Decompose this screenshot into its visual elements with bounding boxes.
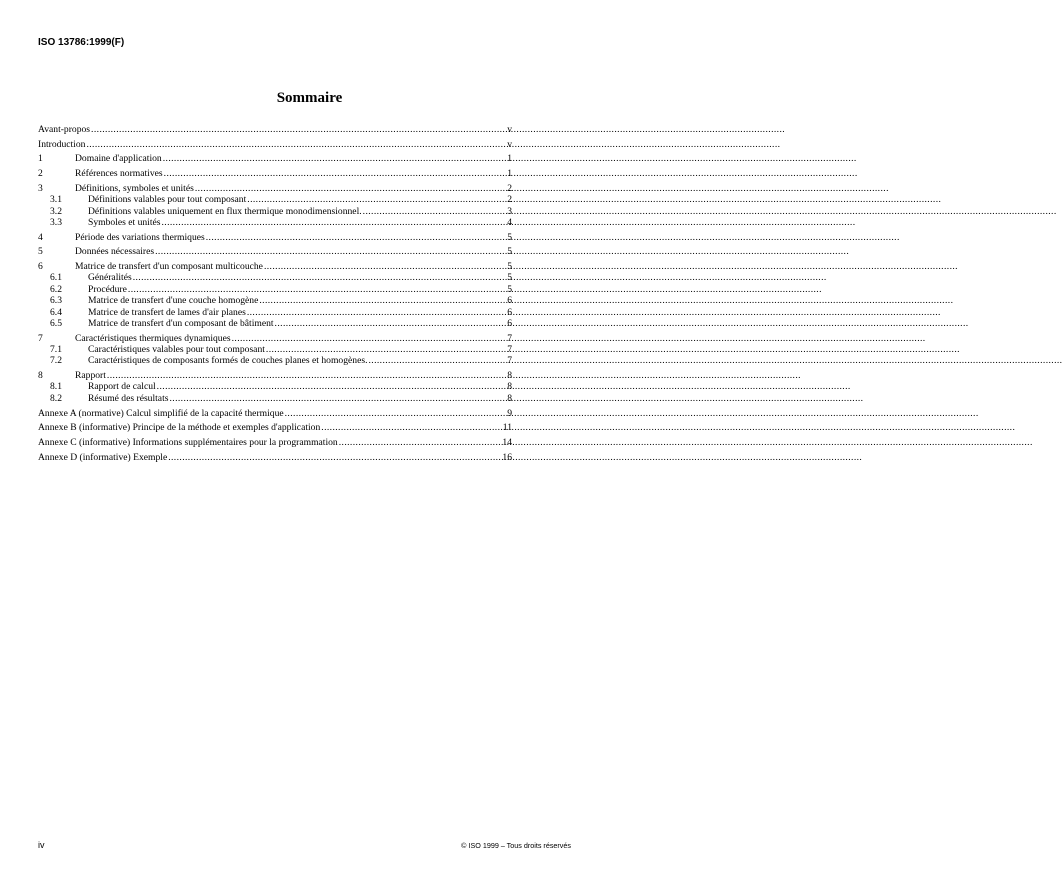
toc-entry-number: 3 <box>38 182 43 194</box>
toc-entry[interactable] <box>38 194 512 205</box>
toc-dot-leader <box>128 284 505 295</box>
toc-dot-leader <box>91 124 505 135</box>
toc-entry-page: 6 <box>507 295 512 307</box>
toc-entry-title: Matrice de transfert d'un composant de bâtiment <box>88 317 274 329</box>
toc-entry-title: Définitions valables uniquement en flux thermique monodimensionnel. <box>88 205 362 217</box>
toc-entry[interactable] <box>38 381 512 392</box>
toc-entry-title: Introduction <box>38 138 86 150</box>
toc-entry-title: Données nécessaires <box>75 246 155 258</box>
toc-entry-number: 6.3 <box>50 295 62 307</box>
toc-entry-page: 7 <box>507 355 512 367</box>
toc-entry-number: 7.2 <box>50 355 62 367</box>
toc-entry-title: Définitions, symboles et unités <box>75 182 194 194</box>
toc-entry-page: 5 <box>507 272 512 284</box>
toc-entry[interactable] <box>38 295 512 306</box>
toc-entry-page: 6 <box>507 317 512 329</box>
toc-dot-leader <box>169 393 505 404</box>
toc-entry-page: 16 <box>502 451 512 463</box>
toc-dot-leader <box>363 206 505 217</box>
toc-entry[interactable] <box>38 168 512 179</box>
toc-entry-number: 3.2 <box>50 205 62 217</box>
toc-dot-leader <box>232 333 505 344</box>
page-title: Sommaire <box>276 90 343 106</box>
toc-entry-title: Caractéristiques valables pour tout composant <box>88 344 265 356</box>
toc-entry-number: 6.1 <box>50 272 62 284</box>
toc-entry[interactable] <box>38 370 512 381</box>
toc-entry[interactable] <box>38 344 512 355</box>
toc-entry-number: 3.3 <box>50 216 62 228</box>
page-number: iv <box>38 840 45 850</box>
toc-entry[interactable] <box>38 437 512 448</box>
toc-entry-number: 2 <box>38 168 43 180</box>
toc-entry-page: 6 <box>507 306 512 318</box>
toc-entry-title: Annexe B (informative) Principe de la méthode et exemples d'application <box>38 422 321 434</box>
toc-entry-page: 14 <box>502 436 512 448</box>
toc-entry[interactable] <box>38 206 512 217</box>
toc-entry-title: Généralités <box>88 272 132 284</box>
toc-entry-page: 5 <box>507 231 512 243</box>
toc-entry[interactable] <box>38 272 512 283</box>
toc-entry[interactable] <box>38 452 512 463</box>
toc-entry[interactable] <box>38 261 512 272</box>
toc-entry-number: 6.5 <box>50 317 62 329</box>
toc-entry-title: Rapport de calcul <box>88 381 156 393</box>
toc-dot-leader <box>157 381 505 392</box>
toc-entry-title: Définitions valables pour tout composant <box>88 194 247 206</box>
toc-entry[interactable] <box>38 217 512 228</box>
toc-entry-title: Procédure <box>88 283 127 295</box>
toc-entry-title: Annexe D (informative) Exemple <box>38 451 168 463</box>
toc-dot-leader <box>168 452 501 463</box>
toc-entry[interactable] <box>38 307 512 318</box>
toc-dot-leader <box>161 217 505 228</box>
toc-entry[interactable] <box>38 124 512 135</box>
toc-dot-leader <box>163 153 505 164</box>
table-of-contents <box>38 124 512 463</box>
toc-entry-number: 8 <box>38 370 43 382</box>
toc-dot-leader <box>247 194 505 205</box>
toc-entry-title: Résumé des résultats <box>88 392 169 404</box>
toc-entry[interactable] <box>38 139 512 150</box>
toc-entry[interactable] <box>38 408 512 419</box>
toc-entry-number: 6.2 <box>50 283 62 295</box>
copyright-notice: © ISO 1999 – Tous droits réservés <box>461 841 571 850</box>
toc-dot-leader <box>264 261 505 272</box>
toc-entry-title: Symboles et unités <box>88 216 161 228</box>
toc-entry-title: Matrice de transfert d'une couche homogène <box>88 295 259 307</box>
toc-dot-leader <box>206 232 505 243</box>
toc-entry-page: 2 <box>507 194 512 206</box>
toc-entry[interactable] <box>38 183 512 194</box>
toc-entry-number: 7 <box>38 332 43 344</box>
toc-entry-number: 8.2 <box>50 392 62 404</box>
toc-entry-title: Matrice de transfert d'un composant multicouche <box>75 260 263 272</box>
toc-entry[interactable] <box>38 284 512 295</box>
toc-entry-title: Annexe A (normative) Calcul simplifié de la capacité thermique <box>38 407 284 419</box>
toc-entry-page: v <box>507 124 512 135</box>
document-id: ISO 13786:1999(F) <box>38 37 125 48</box>
toc-entry[interactable] <box>38 393 512 404</box>
toc-dot-leader <box>259 295 505 306</box>
toc-entry-page: 7 <box>507 344 512 356</box>
toc-entry-number: 5 <box>38 246 43 258</box>
toc-entry[interactable] <box>38 333 512 344</box>
toc-dot-leader <box>266 344 505 355</box>
toc-entry-page: v <box>507 138 512 150</box>
toc-entry[interactable] <box>38 153 512 164</box>
toc-entry-title: Références normatives <box>75 168 163 180</box>
toc-entry-number: 7.1 <box>50 344 62 356</box>
toc-entry-page: 8 <box>507 381 512 393</box>
toc-dot-leader <box>247 307 505 318</box>
toc-dot-leader <box>285 408 505 419</box>
toc-dot-leader <box>133 272 505 283</box>
toc-entry-title: Domaine d'application <box>75 153 162 165</box>
toc-entry[interactable] <box>38 246 512 257</box>
toc-dot-leader <box>86 139 505 150</box>
toc-entry-title: Annexe C (informative) Informations supplémentaires pour la programmation <box>38 436 338 448</box>
toc-dot-leader <box>321 422 501 433</box>
toc-entry-number: 8.1 <box>50 381 62 393</box>
toc-dot-leader <box>339 437 502 448</box>
toc-entry-page: 11 <box>502 422 512 434</box>
toc-entry-title: Rapport <box>75 370 106 382</box>
toc-entry[interactable] <box>38 318 512 329</box>
toc-entry-title: Matrice de transfert de lames d'air planes <box>88 306 246 318</box>
toc-entry[interactable] <box>38 422 512 433</box>
toc-entry-number: 6.4 <box>50 306 62 318</box>
toc-entry-title: Caractéristiques thermiques dynamiques <box>75 332 231 344</box>
toc-dot-leader <box>195 183 505 194</box>
toc-dot-leader <box>107 370 505 381</box>
toc-entry-number: 3.1 <box>50 194 62 206</box>
toc-dot-leader <box>368 355 505 366</box>
toc-dot-leader <box>155 246 505 257</box>
toc-entry-page: 5 <box>507 283 512 295</box>
toc-entry-page: 3 <box>507 205 512 217</box>
toc-entry[interactable] <box>38 232 512 243</box>
toc-entry-page: 1 <box>507 153 512 165</box>
toc-entry-number: 6 <box>38 260 43 272</box>
toc-entry-page: 7 <box>507 332 512 344</box>
toc-entry[interactable] <box>38 355 512 366</box>
toc-dot-leader <box>275 318 505 329</box>
toc-entry-number: 4 <box>38 231 43 243</box>
toc-entry-title: Caractéristiques de composants formés de couches planes et homogènes. <box>88 355 368 367</box>
toc-entry-page: 9 <box>507 407 512 419</box>
toc-dot-leader <box>164 168 505 179</box>
toc-entry-title: Avant-propos <box>38 124 91 135</box>
toc-entry-number: 1 <box>38 153 43 165</box>
toc-entry-title: Période des variations thermiques <box>75 231 205 243</box>
toc-entry-page: 5 <box>507 260 512 272</box>
toc-entry-page: 8 <box>507 370 512 382</box>
toc-entry-page: 4 <box>507 216 512 228</box>
toc-entry-page: 5 <box>507 246 512 258</box>
toc-entry-page: 1 <box>507 168 512 180</box>
toc-entry-page: 8 <box>507 392 512 404</box>
toc-entry-page: 2 <box>507 182 512 194</box>
